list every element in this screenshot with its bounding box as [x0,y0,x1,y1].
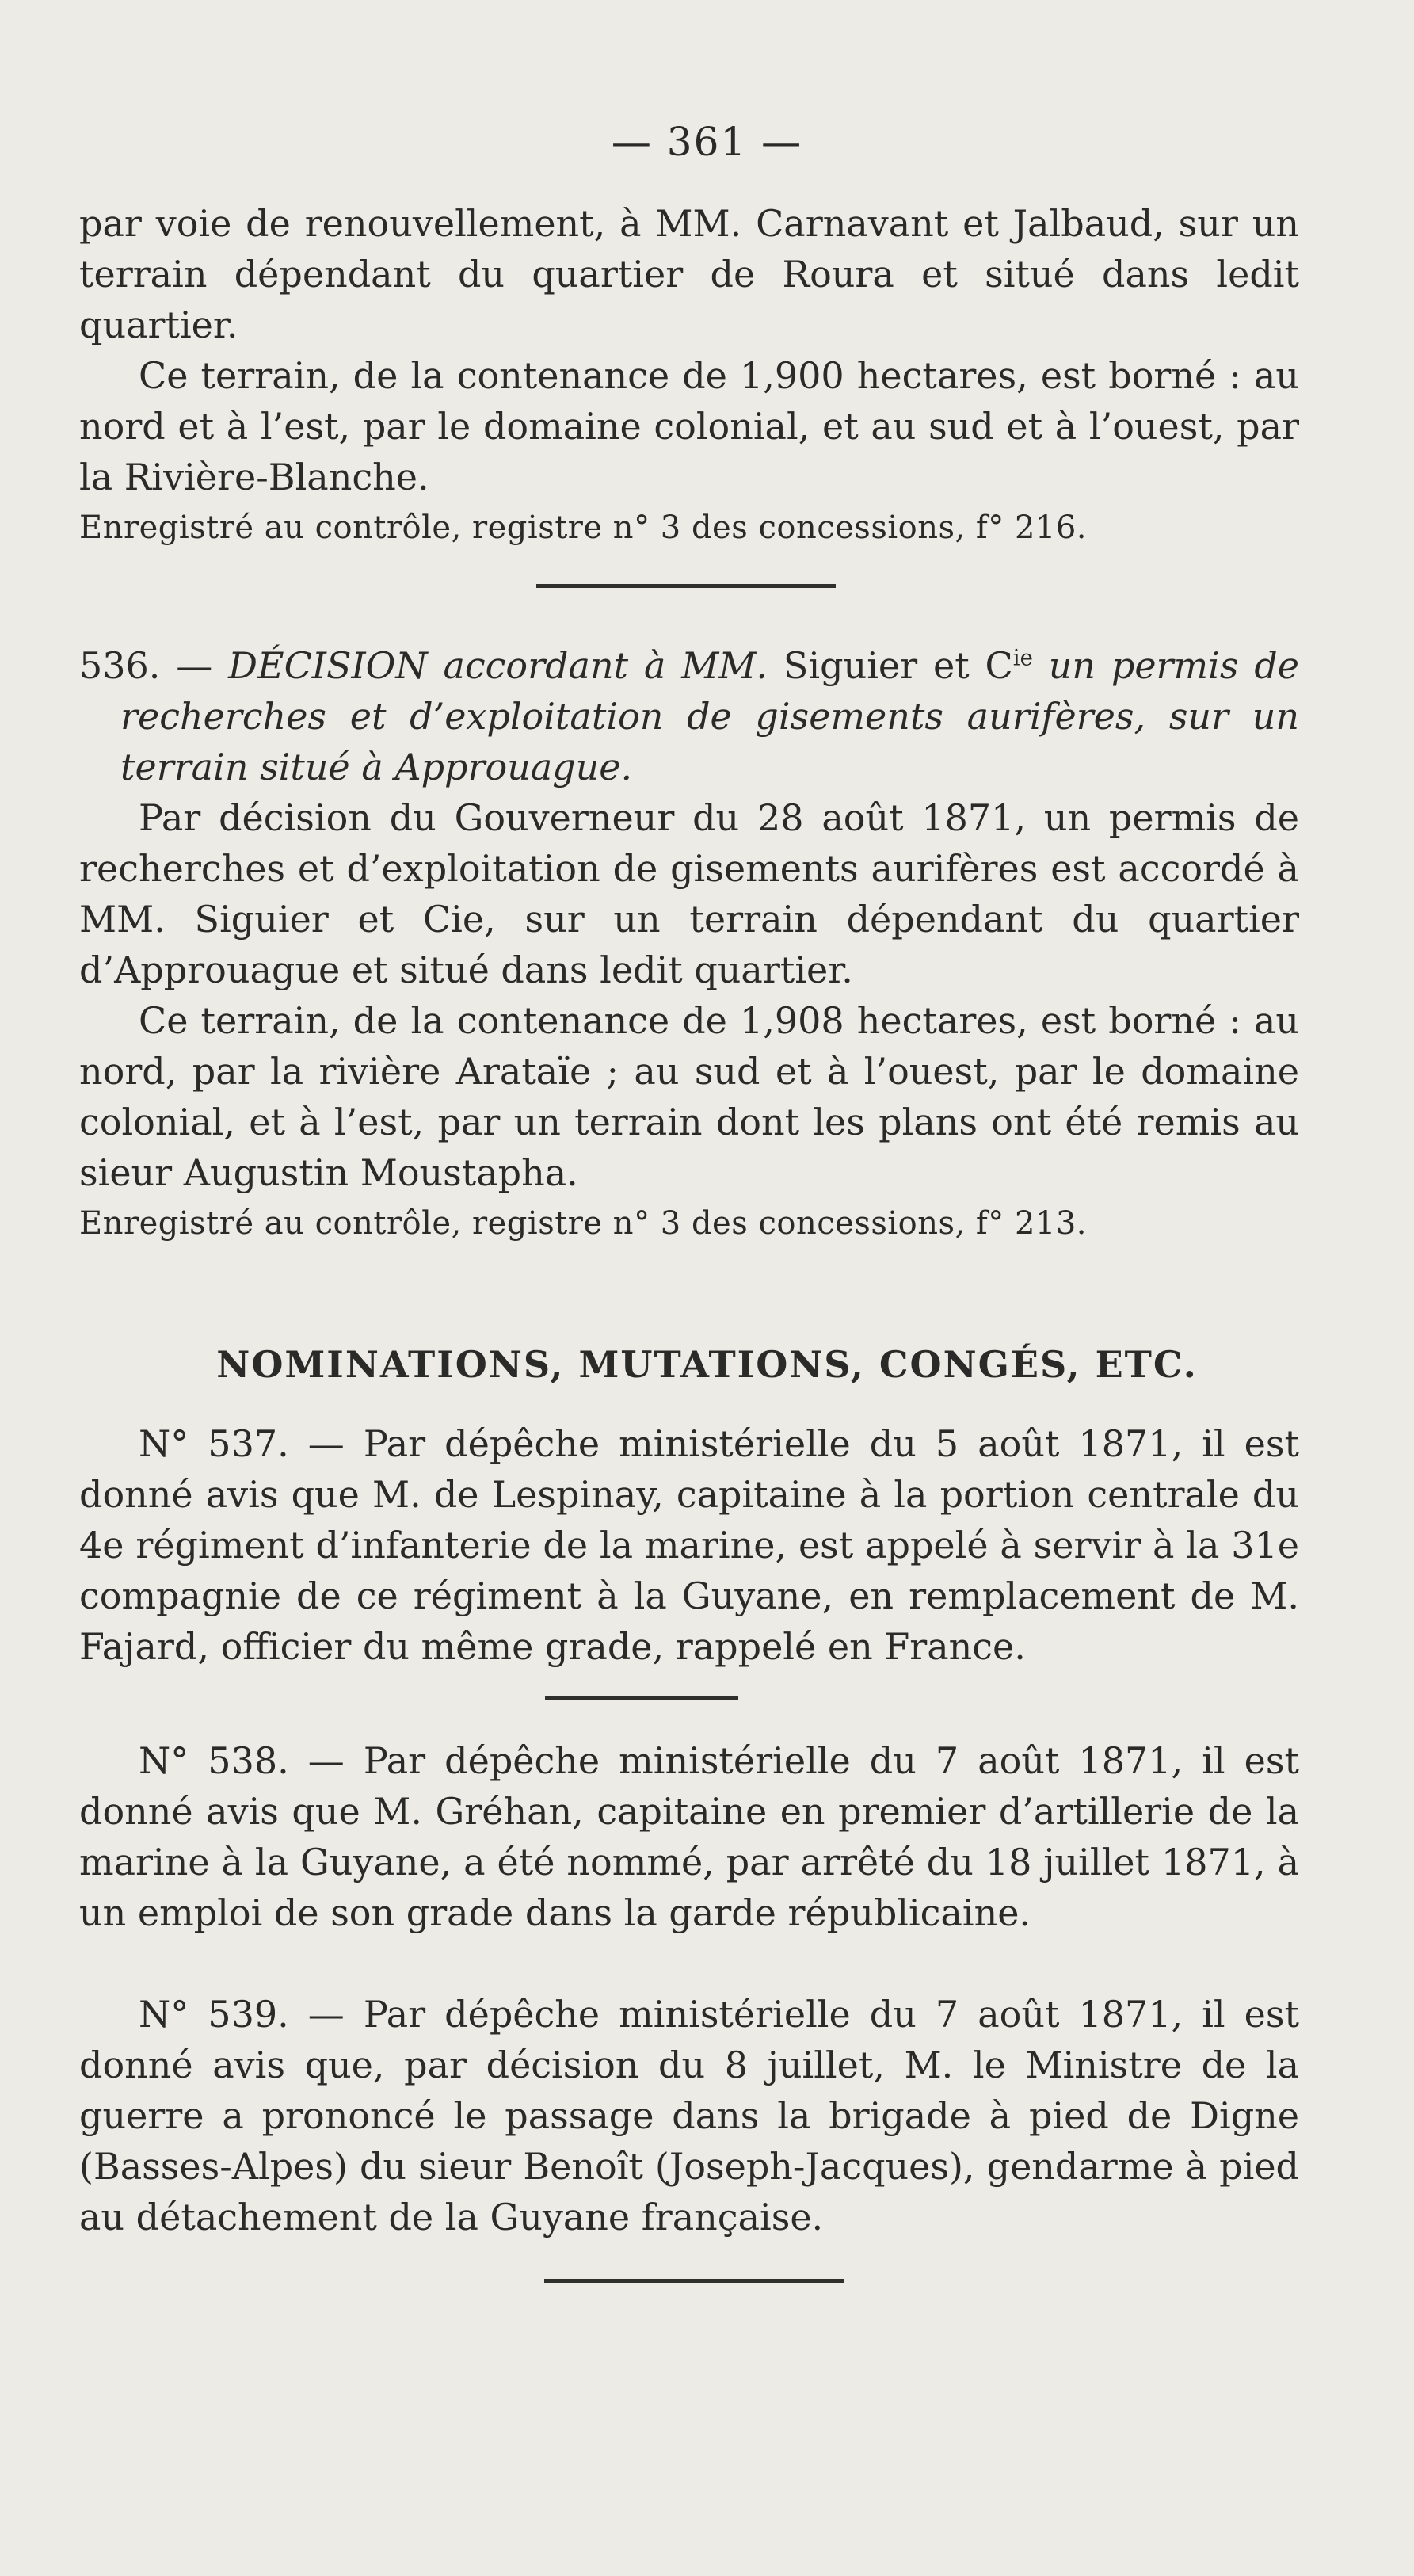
entry-paragraph: N° 537. — Par dépêche ministérielle du 5 août 1871, il est donné avis que M. de Lespinay, capitaine à la portion centrale du 4e régiment d’infanterie de la marine, est appelé à servir à la 31e compagnie de ce régiment à la Guyane, en remplacement de M. Fajard, officier du même grade, rappelé en France. [79,1422,1299,1668]
decision-536 [79,640,1299,1249]
entry-paragraph: N° 539. — Par dépêche ministérielle du 7 août 1871, il est donné avis que, par décision du 8 juillet, M. le Ministre de la guerre a prononcé le passage dans la brigade à pied de Digne (Basses-Alpes) du sieur Benoît (Joseph-Jacques), gendarme à pied au détachement de la Guyane française. [79,1993,1299,2238]
separator-rule [544,2279,844,2283]
section-heading: NOMINATIONS, MUTATIONS, CONGÉS, ETC. [216,1343,1198,1386]
entry-539 [79,1989,1299,2242]
decision-title-part2: un permis de recherches et d’exploitation de gisements aurifères, sur un terrain situé à Approuague. [120,644,1299,788]
separator-rule [545,1696,738,1700]
paragraph: par voie de renouvellement, à MM. Carnavant et Jalbaud, sur un terrain dépendant du quartier de Roura et situé dans ledit quartier. [79,202,1299,346]
entry-538 [79,1735,1299,1938]
page-number: — 361 — [611,119,803,165]
previous-concession-continuation [79,198,1299,553]
entry-paragraph: N° 538. — Par dépêche ministérielle du 7 août 1871, il est donné avis que M. Gréhan, capitaine en premier d’artillerie de la marine à la Guyane, a été nommé, par arrêté du 18 juillet 1871, à un emploi de son grade dans la garde républicaine. [79,1739,1299,1934]
entry-537 [79,1418,1299,1672]
decision-title [79,640,1299,792]
decision-title-names: Siguier et C [768,644,1013,687]
decision-title-names-sup: ie [1012,644,1033,671]
separator-rule [536,584,836,588]
paragraph: Ce terrain, de la contenance de 1,900 hectares, est borné : au nord et à l’est, par le domaine colonial, et au sud et à l’ouest, par la Rivière-Blanche. [79,354,1299,498]
decision-number: 536. — [79,644,229,687]
paragraph: Par décision du Gouverneur du 28 août 1871, un permis de recherches et d’exploitation de gisements aurifères est accordé à MM. Siguier et Cie, sur un terrain dépendant du quartier d’Approuague et situé dans ledit quartier. [79,796,1299,991]
registration-note: Enregistré au contrôle, registre n° 3 des concessions, f° 216. [79,509,1088,546]
paragraph: Ce terrain, de la contenance de 1,908 hectares, est borné : au nord, par la rivière Arataïe ; au sud et à l’ouest, par le domaine colonial, et à l’est, par un terrain dont les plans ont été remis au sieur Augustin Moustapha. [79,999,1299,1194]
registration-note: Enregistré au contrôle, registre n° 3 des concessions, f° 213. [79,1205,1088,1242]
decision-title-part1: DÉCISION accordant à MM. [228,644,768,687]
